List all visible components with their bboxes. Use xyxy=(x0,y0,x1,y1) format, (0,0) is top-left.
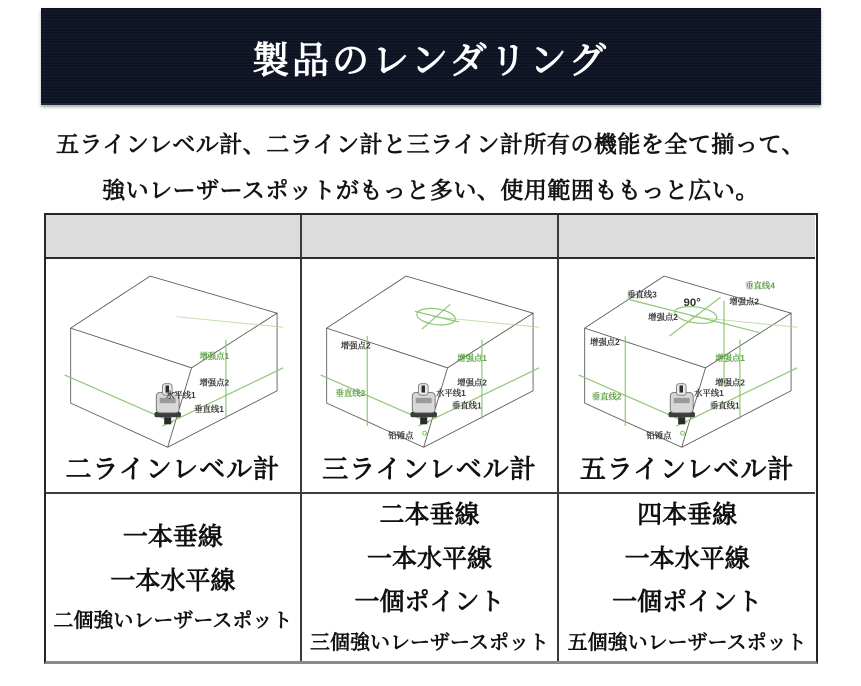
diagram-label: 垂直线1 xyxy=(710,400,740,411)
features-cell-five-line xyxy=(559,494,816,661)
room-wireframe xyxy=(327,276,533,447)
diagram-label: 水平线1 xyxy=(694,388,724,399)
laser-line-back-wall xyxy=(433,317,540,328)
feature-line: 二本垂線 xyxy=(379,501,480,530)
diagram-label: 90° xyxy=(683,297,701,310)
diagram-label: 垂直线2 xyxy=(335,388,366,399)
feature-line: 一本垂線 xyxy=(122,523,223,551)
diagram-label: 垂直线3 xyxy=(627,289,657,300)
model-title-three-line: 三ラインレベル計 xyxy=(322,454,537,484)
two-line-room-diagram xyxy=(55,262,291,449)
model-title-two-line: 二ラインレベル計 xyxy=(65,454,281,484)
diagram-label: 垂直线1 xyxy=(193,403,224,414)
two-line-figure xyxy=(55,262,291,492)
description-block xyxy=(0,105,861,213)
diagram-label: 水平线1 xyxy=(165,389,196,400)
laser-line-back-wall xyxy=(691,317,798,328)
model-title-five-line: 五ラインレベル計 xyxy=(579,454,795,484)
room-wireframe xyxy=(71,276,277,447)
diagram-label: 增强点2 xyxy=(457,377,488,388)
laser-level-device xyxy=(411,384,437,425)
three-line-figure xyxy=(311,262,547,492)
diagram-label: 水平线1 xyxy=(436,388,467,399)
diagram-label: 增强点2 xyxy=(590,336,620,347)
diagram-label: 增强点2 xyxy=(199,377,230,388)
diagram-label: 铅锤点 xyxy=(388,430,415,441)
table-header-cell-2 xyxy=(302,215,559,259)
diagram-label: 增强点2 xyxy=(648,312,679,323)
laser-level-device xyxy=(669,384,695,425)
feature-line: 一本水平線 xyxy=(366,544,492,573)
diagram-label: 垂直线2 xyxy=(591,391,622,402)
diagram-label: 增强点2 xyxy=(341,340,372,351)
floor-plumb-dot xyxy=(423,431,427,435)
diagram-label: 增强点1 xyxy=(457,352,488,363)
table-header-cell-1 xyxy=(46,215,303,259)
feature-line: 三個強いレーザースポット xyxy=(309,631,549,654)
feature-line: 一本水平線 xyxy=(624,544,750,573)
title-banner xyxy=(41,8,821,105)
diagram-label: 增强点1 xyxy=(199,351,230,362)
laser-line-back-wall xyxy=(176,317,283,328)
table-header-cell-3 xyxy=(559,215,816,259)
features-cell-three-line xyxy=(302,494,559,661)
diagram-label: 增强点2 xyxy=(715,377,746,388)
diagram-cell-five-line xyxy=(559,259,816,494)
diagram-label: 增强点2 xyxy=(729,296,760,307)
comparison-table xyxy=(44,213,818,664)
diagram-label: 铅锤点 xyxy=(646,430,672,441)
diagram-cell-two-line xyxy=(46,259,303,494)
five-line-room-diagram xyxy=(569,262,805,449)
feature-line: 一個ポイント xyxy=(612,588,763,617)
features-cell-two-line xyxy=(46,494,303,661)
feature-line: 五個強いレーザースポット xyxy=(567,631,807,654)
diagram-label: 垂直线4 xyxy=(745,280,776,291)
feature-line: 一本水平線 xyxy=(110,566,236,595)
description-line-2: 強いレーザースポットがもっと多い、使用範囲ももっと広い。 xyxy=(102,177,759,203)
diagram-cell-three-line xyxy=(302,259,559,494)
page-title: 製品のレンダリング xyxy=(252,39,609,81)
feature-line: 一個ポイント xyxy=(354,588,505,617)
feature-line: 二個強いレーザースポット xyxy=(53,610,293,632)
five-line-figure xyxy=(569,262,805,492)
diagram-label: 垂直线1 xyxy=(452,400,483,411)
three-line-room-diagram xyxy=(311,262,547,449)
floor-plumb-dot xyxy=(681,431,685,435)
feature-line: 四本垂線 xyxy=(637,501,738,530)
diagram-label: 增强点1 xyxy=(715,352,746,363)
description-line-1: 五ラインレベル計、二ライン計と三ライン計所有の機能を全て揃って、 xyxy=(56,131,805,157)
